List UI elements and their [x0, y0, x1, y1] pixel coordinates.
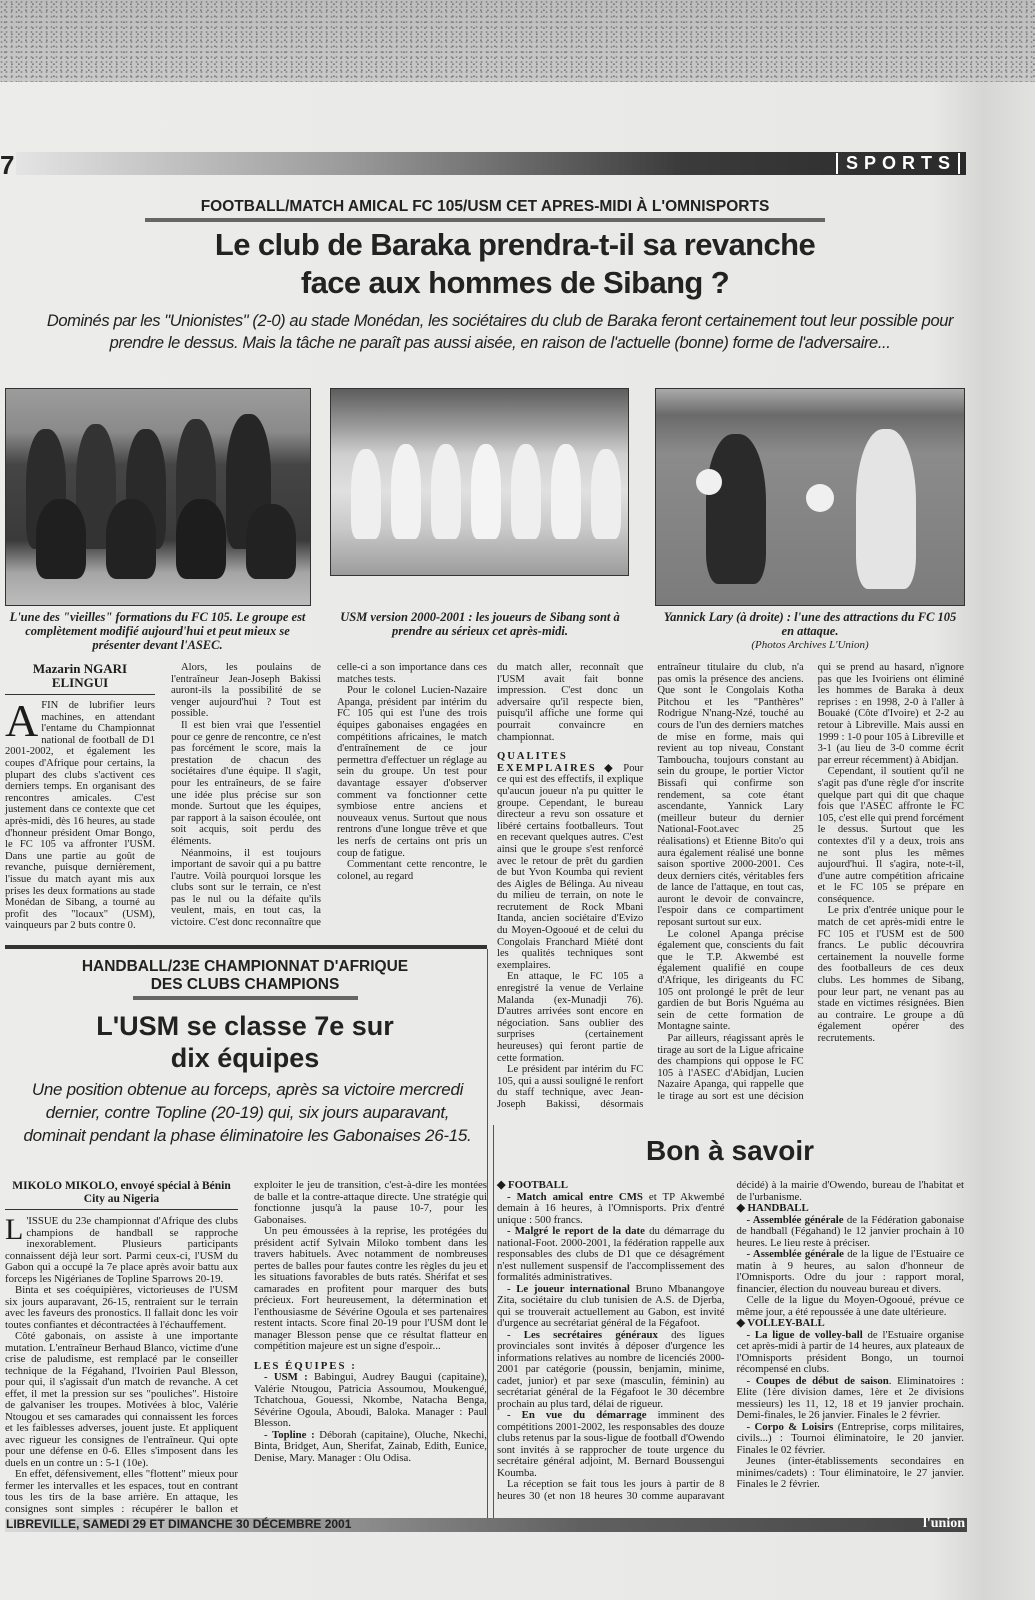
column-rule [487, 949, 488, 1529]
footer-dateline: LIBREVILLE, SAMEDI 29 ET DIMANCHE 30 DÉCEMBRE 2001 [6, 1517, 352, 1531]
background-scan-noise [0, 0, 1035, 82]
article-deck: Dominés par les "Unionistes" (2-0) au stade Monédan, les sociétaires du club de Baraka feront certainement tout leur possible pour prendre le dessus. Mais la tâche ne paraît pas aussi aisée, en raison de l'actuelle (bonne) forme de l'adversaire... [46, 312, 954, 352]
paragraph: - Topline : Déborah (capitaine), Oluche, Nkechi, Binta, Bridget, Aun, Sherifat, Zainab, Edith, Eunice, Denise, Mary. Manager : Olu Odisa. [254, 1428, 487, 1464]
lead-in: - Les secrétaires généraux [507, 1328, 658, 1341]
paragraph: Côté gabonais, on assiste à une importante mutation. L'entraîneur Berhaud Blanco, victime d'une crise de paludisme, est remplacé par le conseiller technique de la Fégahand, l'Ivoirien Paul Blesson, pour qui, il s'agissait d'un match de revanche. A cet effet, il met la pression sur ses "pouliches". Histoire de galvaniser les troupes. Motivées à bloc, Valérie Ntougou et ses camarades qui connaissent les forces et les faiblesses adverses, jouent juste. Et appliquent avec rigueur les consignes de l'entraîneur. Qui opte pour une défense en 0-6. Elles s'imposent dans les duels en un contre un : 5-1 (10e). [5, 1330, 238, 1469]
category-heading: ◆ HANDBALL [736, 1202, 809, 1214]
lead-in: - Assemblée générale [746, 1248, 844, 1260]
lead-in: - En vue du démarrage [507, 1409, 647, 1421]
article-kicker [60, 958, 430, 1000]
lead-in: - Malgré le report de la date [507, 1225, 645, 1237]
headline-line: Le club de Baraka prendra-t-il sa revanche [214, 227, 816, 262]
article-headline [20, 1010, 470, 1074]
paragraph: Un peu émoussées à la reprise, les protégées du président actif Sylvain Miloko tombent dans les travers habituels. Avec notamment de nombreuses pertes de balles pour fautes contre les règles du jeu et les situations favorables de buts ratés. Shérifat et ses camarades en profitent pour marquer des buts précieux. Fort heureusement, la détermination et l'enthousiasme de Sévérine Ogoula et ses partenaires restent intacts. Score final 20-19 pour l'USM dont le manager Blesson pense que ce résultat flatteur en compétition majeure est un signe d'espoir... [254, 1225, 487, 1352]
photo-yannick-lary [655, 388, 965, 606]
article-kicker: FOOTBALL/MATCH AMICAL FC 105/USM CET APRES-MIDI À L'OMNISPORTS [145, 198, 825, 222]
photo-fc105-team [5, 388, 311, 606]
article-deck: Une position obtenue au forceps, après sa victoire mercredi dernier, contre Topline (20-19) qui, six jours auparavant, dominait pendant la phase éliminatoire les Gabonaises 26-15. [23, 1080, 472, 1145]
paragraph: Il est bien vrai que l'essentiel pour ce genre de rencontre, ce n'est pas forcément le score, mais la prestation de chacun des sociétaires d'une équipe. Il s'agit, pour les entraîneurs, de se faire une idée plus précise sur son monde. Surtout que les équipes, par rapport à la saison écoulée, ont soit acquis, soit perdu des éléments. [171, 719, 321, 847]
paragraph: QUALITES EXEMPLAIRES ◆ Pour ce qui est des effectifs, il explique qu'aucun joueur n'a pu quitter le groupe. Cependant, le bureau directeur a revu son ossature et libéré certains footballeurs. Tout en recevant quelques autres. C'est ainsi que le groupe s'est renforcé avec le retour de prêt du gardien de but Yvon Koumba qui revient des Aigles de Bélinga. Au niveau du milieu de terrain, on note le recrutement de Rock Mbani Itanda, ancien sociétaire d'Evizo du Moyen-Ogooué et de celui du Congolais Franchard Miété dont les qualités techniques sont exemplaires. [497, 751, 644, 971]
kicker-underline [133, 996, 358, 1000]
paragraph: 'ISSUE du 23e championnat d'Afrique des clubs champions de handball se rapproche inexorablement. Plusieurs participants connaissent déjà leur sort. Parmi ceux-ci, l'USM du Gabon qui a occupé la 7e place après avoir battu aux forceps les Nigérianes de Topline Sparrows 20-19. [5, 1215, 238, 1285]
paragraph: - Le joueur international Bruno Mbanangoye Zita, sociétaire du club tunisien de A.S. de Djerba, qui se trouverait actuellement au Gabon, est invité d'urgence au secrétariat général de la Fégafoot. [497, 1282, 725, 1329]
lead-in: - Topline : [264, 1428, 315, 1441]
paragraph: Néanmoins, il est toujours important de savoir qui a pu battre l'autre. Voilà pourquoi lorsque les clubs sont sur le terrain, ce n'est pas le nul ou la défaite qu'ils veulent, mais, en tout cas, la victoire. C'est donc reconnaître que celle-ci a son importance dans ces matches tests. [171, 662, 487, 929]
caption-text: Yannick Lary (à droite) : l'une des attractions du FC 105 en attaque. [663, 610, 957, 638]
paragraph: - Assemblée générale de la ligue de l'Estuaire ce matin à 9 heures, au salon d'honneur de l'Omnisports. Odre du jour : rapport moral, financier, élection du nouveau bureau et divers. [736, 1248, 964, 1295]
handball-article-body [5, 1180, 487, 1520]
paragraph: Jeunes (inter-établissements secondaires en minimes/cadets) : Tour éliminatoire, le 27 janvier. Finales le 2 février. [736, 1455, 964, 1490]
lead-in: - Match amical entre CMS [507, 1190, 643, 1203]
paragraph: - Les secrétaires généraux des ligues provinciales sont invités à déposer d'urgence les informations relatives au nombre de licenciés 2000-2001 par catégorie (poussin, benjamin, minime, cadet, junior) et par sexe (masculin, féminin) au secrétariat général de la Fégafoot le 30 décembre prochain au plus tard, délai de rigueur. [497, 1328, 725, 1410]
column-rule [493, 1125, 494, 1529]
paragraph: Le prix d'entrée unique pour le match de cet après-midi entre le FC 105 et l'USM est de 500 francs. Le public découvrira certainement la nouvelle forme des footballeurs de ces deux clubs. Les hommes de Sibang, pour leur part, ne venant pas au stade en victimes résignées. Bien au contraire. Le groupe a dû également opérer des recrutements. [817, 905, 964, 1044]
paragraph: Alors, les poulains de l'entraîneur Jean-Joseph Bakissi auront-ils la possibilité de se venger aujourd'hui ? Tout est possible. [171, 662, 321, 720]
page-number: 7 [0, 150, 15, 180]
photo-usm-team [330, 388, 629, 576]
paragraph: En attaque, le FC 105 a enregistré la venue de Verlaine Malanda (ex-Munadji 76). D'autres arrivées sont encore en négociation. Sans oublier des surprises (certainement heureuses) qui feront partie de cette formation. [497, 971, 644, 1064]
byline: Mazarin NGARI ELINGUI [5, 662, 155, 695]
kicker-line: DES CLUBS CHAMPIONS [150, 976, 340, 993]
headline-line: L'USM se classe 7e sur [96, 1011, 394, 1041]
lead-in: - Coupes de début de saison [746, 1374, 889, 1387]
paragraph: Cependant, il soutient qu'il ne s'agit pas d'une règle d'or inscrite quelque part qui dit que chaque fois que l'ASEC affronte le FC 105, c'est elle qui prend forcément le dessus. Surtout que les contextes d'il y a deux, trois ans ne sont plus les mêmes aujourd'hui. Il s'agira, note-t-il, d'une autre compétition africaine et le FC 105 se prépare en conséquence. [817, 766, 964, 905]
paragraph: - La ligue de volley-ball de l'Estuaire organise cet après-midi à partir de 14 heures, aux plateaux de l'Omnisports président Bongo, un tournoi récompensé en clubs. [736, 1328, 964, 1375]
article-body-left [5, 662, 487, 932]
paragraph: - USM : Babingui, Audrey Baugui (capitaine), Valérie Ntougou, Patricia Assoumou, Moukengué, Tchatchoua, Gouessi, Nkombe, Natacha Benga, Sévérine Ogoula, Aboudi, Baloka. Manager : Paul Blesson. [254, 1371, 487, 1429]
paragraph: - Coupes de début de saison. Eliminatoires : Elite (1ère division dames, 1ère et 2e divisions messieurs) les 11, 12, 18 et 19 janvier prochain. Demi-finales, le 26 janvier. Finales le 2 février. [736, 1374, 964, 1421]
bon-a-savoir-body [497, 1180, 964, 1518]
paragraph: En effet, défensivement, elles "flottent" mieux pour fermer les intervalles et les espaces, tout en contrant tous les tirs de la base arrière. En attaque, les consignes sont simples : récupérer le ballon et exploiter le jeu de transition, c'est-à-dire les montées de balle et la contre-attaque directe. Une stratégie qui fonctionne jusqu'à la pause 10-7, pour les Gabonaises. [5, 1179, 487, 1515]
paragraph: - En vue du démarrage imminent des compétitions 2001-2002, les responsables des douze clubs retenus par la sous-ligue de football d'Owendo sont invités à se rapprocher de toute urgence du secrétaire général adjoint, M. Bernard Boussengui Koumba. [497, 1409, 725, 1479]
section-divider [5, 945, 487, 949]
kicker-line: HANDBALL/23E CHAMPIONNAT D'AFRIQUE [81, 958, 409, 975]
headline-line: face aux hommes de Sibang ? [300, 265, 730, 300]
article-headline [60, 226, 970, 302]
paragraph: Par ailleurs, réagissant après le tirage au sort de la Ligue africaine des champions qui oppose le FC 105 à l'ASEC d'Abidjan, Lucien Nazaire Apanga, qui rappelle que le tirage au sort est une décision qui se prend au hasard, n'ignore pas que les Ivoiriens ont éliminé les hommes de Baraka à deux reprises : en 1998, 2-0 à l'aller à Bouaké (Côte d'Ivoire) et 2-2 au retour à Libreville. Mais aussi en 1999 : 1-0 pour 105 à Libreville et 3-1 (au lieu de 3-0 comme écrit par erreur récemment) à Abidjan. [657, 662, 964, 1102]
lead-in: - Assemblée générale [746, 1213, 844, 1226]
lead-in: - USM : [264, 1371, 308, 1383]
paragraph: Le président par intérim du FC 105, qui a aussi souligné le renfort du staff technique, avec Jean-Joseph Bakissi, désormais entraîneur titulaire du club, n'a pas omis la présence des anciens. Que sont le Congolais Kotha Pitchou et les "Panthères" Rodrigue N'nang-Nzé, touché au cours de l'un des derniers matches de mise en forme, mais qui revient au top niveau, Constant Tamboucha, toujours constant au sein du groupe, le portier Victor Bissafi qui confirme son rendement, sa cote étant ascendante, Yannick Lary (meilleur buteur du dernier National-Foot.avec 25 réalisations) et Etienne Bito'o qui aura également réalisé une bonne saison sportive 2000-2001. Ces deux derniers cités, véritables fers de lance de l'attaque, en tout cas, auront le devoir de convaincre, l'espoir dans ce compartiment reposant surtout sur eux. [497, 662, 804, 1110]
subheading: LES ÉQUIPES : [254, 1359, 357, 1372]
paragraph: - Malgré le report de la date du démarrage du national-Foot. 2000-2001, la fédération rappelle aux responsables des clubs de D1 que ce désagrément n'est nullement suspensif de l'accomplissement des formalités administratives. [497, 1225, 725, 1283]
lead-in: - La ligue de volley-ball [746, 1328, 863, 1341]
lead-in: - Corpo & Loisirs [746, 1420, 834, 1433]
headline-line: dix équipes [170, 1043, 320, 1073]
drop-cap: A [5, 695, 39, 746]
paragraph: Le colonel Apanga précise également que, conscients du fait que le T.P. Akwembé est également qualifié en coupe d'Afrique, les dirigeants du FC 105 ont prolongé le prêt de leur gardien de but Boris Nguéma au sein de cette formation de Montagne sainte. [657, 928, 804, 1033]
photo-credit: (Photos Archives L'Union) [751, 639, 869, 651]
photo-caption: USM version 2000-2001 : les joueurs de Sibang sont à prendre au sérieux cet après-midi. [340, 610, 620, 638]
paragraph: - Assemblée générale de la Fédération gabonaise de handball (Fégahand) le 12 janvier prochain à 10 heures. Le lieu reste à préciser. [736, 1213, 964, 1249]
category-heading: ◆ FOOTBALL [497, 1179, 568, 1191]
paragraph: La réception se fait tous les jours à partir de 8 heures 30 (et non 18 heures 30 comme auparavant décidé) à la mairie d'Owendo, bureau de l'habitat et de l'urbanisme. [497, 1179, 964, 1502]
article-body-right [497, 662, 964, 1114]
photo-caption: L'une des "vieilles" formations du FC 105. Le groupe est complètement modifié aujourd'hui et peut mieux se présenter devant l'ASEC. [9, 610, 306, 652]
paragraph: - Match amical entre CMS et TP Akwembé demain à 16 heures, à l'Omnisports. Prix d'entré unique : 500 francs. [497, 1190, 725, 1226]
bon-a-savoir-title: Bon à savoir [645, 1135, 815, 1166]
paragraph: du match aller, reconnaît que l'USM avait fait bonne impression. C'est donc un adversaire qu'il respecte bien, puisqu'il affiche une forme qui pourrait convaincre en championnat. [497, 662, 644, 743]
drop-cap: L [5, 1213, 24, 1246]
lead-in: - Le joueur international [507, 1282, 630, 1295]
paragraph: Binta et ses coéquipières, victorieuses de l'USM six jours auparavant, 26-15, rentraient sur le terrain avec les faveurs des pronostics. Il fallait donc les voir toutes confiantes et décontractées à l'échauffement. [5, 1284, 238, 1331]
byline: MIKOLO MIKOLO, envoyé spécial à Bénin City au Nigeria [5, 1180, 238, 1210]
paragraph: Pour le colonel Lucien-Nazaire Apanga, président par intérim du FC 105 qui est l'une des trois équipes gabonaises engagées en compétitions africaines, le match d'entraînement de ce jour permettra d'effectuer un réglage au sein du groupe. Un test pour davantage essayer d'observer comment va fonctionner cette symbiose entre anciens et nouveaux venus. Surtout que nous rentrons d'une longue trêve et que les nerfs de certains ont pris un coup de fatigue. [337, 685, 487, 859]
section-banner [16, 152, 966, 175]
paragraph: Celle de la ligue du Moyen-Ogooué, prévue ce même jour, a été repoussée à une date ultérieure. [736, 1294, 964, 1318]
subheading: QUALITES EXEMPLAIRES ◆ [497, 751, 618, 774]
photo-caption [660, 610, 960, 652]
section-label: SPORTS [836, 153, 960, 174]
category-heading: ◆ VOLLEY-BALL [736, 1317, 825, 1329]
paragraph: FIN de lubrifier leurs machines, en attendant l'entame du Championnat national de football de D1 2001-2002, et également les coupes d'Afrique pour certains, la plupart des clubs s'activent ces derniers temps. En organisant des rencontres amicales. C'est justement dans ce contexte que cet après-midi, dès 16 heures, au stade d'honneur président Omar Bongo, le FC 105 va affronter l'USM. Dans une partie au goût de revanche, puisque dernièrement, l'issue du match ayant mis aux prises les deux formations au stade Monédan de Sibang, a tourné au profit des "locaux" (USM), vainqueurs par 2 buts contre 0. [5, 700, 155, 932]
paragraph: - Corpo & Loisirs (Entreprise, corps militaires, civils...) : Tournoi éliminatoire, le 20 janvier. Finales le 02 février. [736, 1420, 964, 1456]
newspaper-logo: l'union [922, 1516, 965, 1531]
paragraph: Commentant cette rencontre, le colonel, au regard [337, 859, 487, 882]
